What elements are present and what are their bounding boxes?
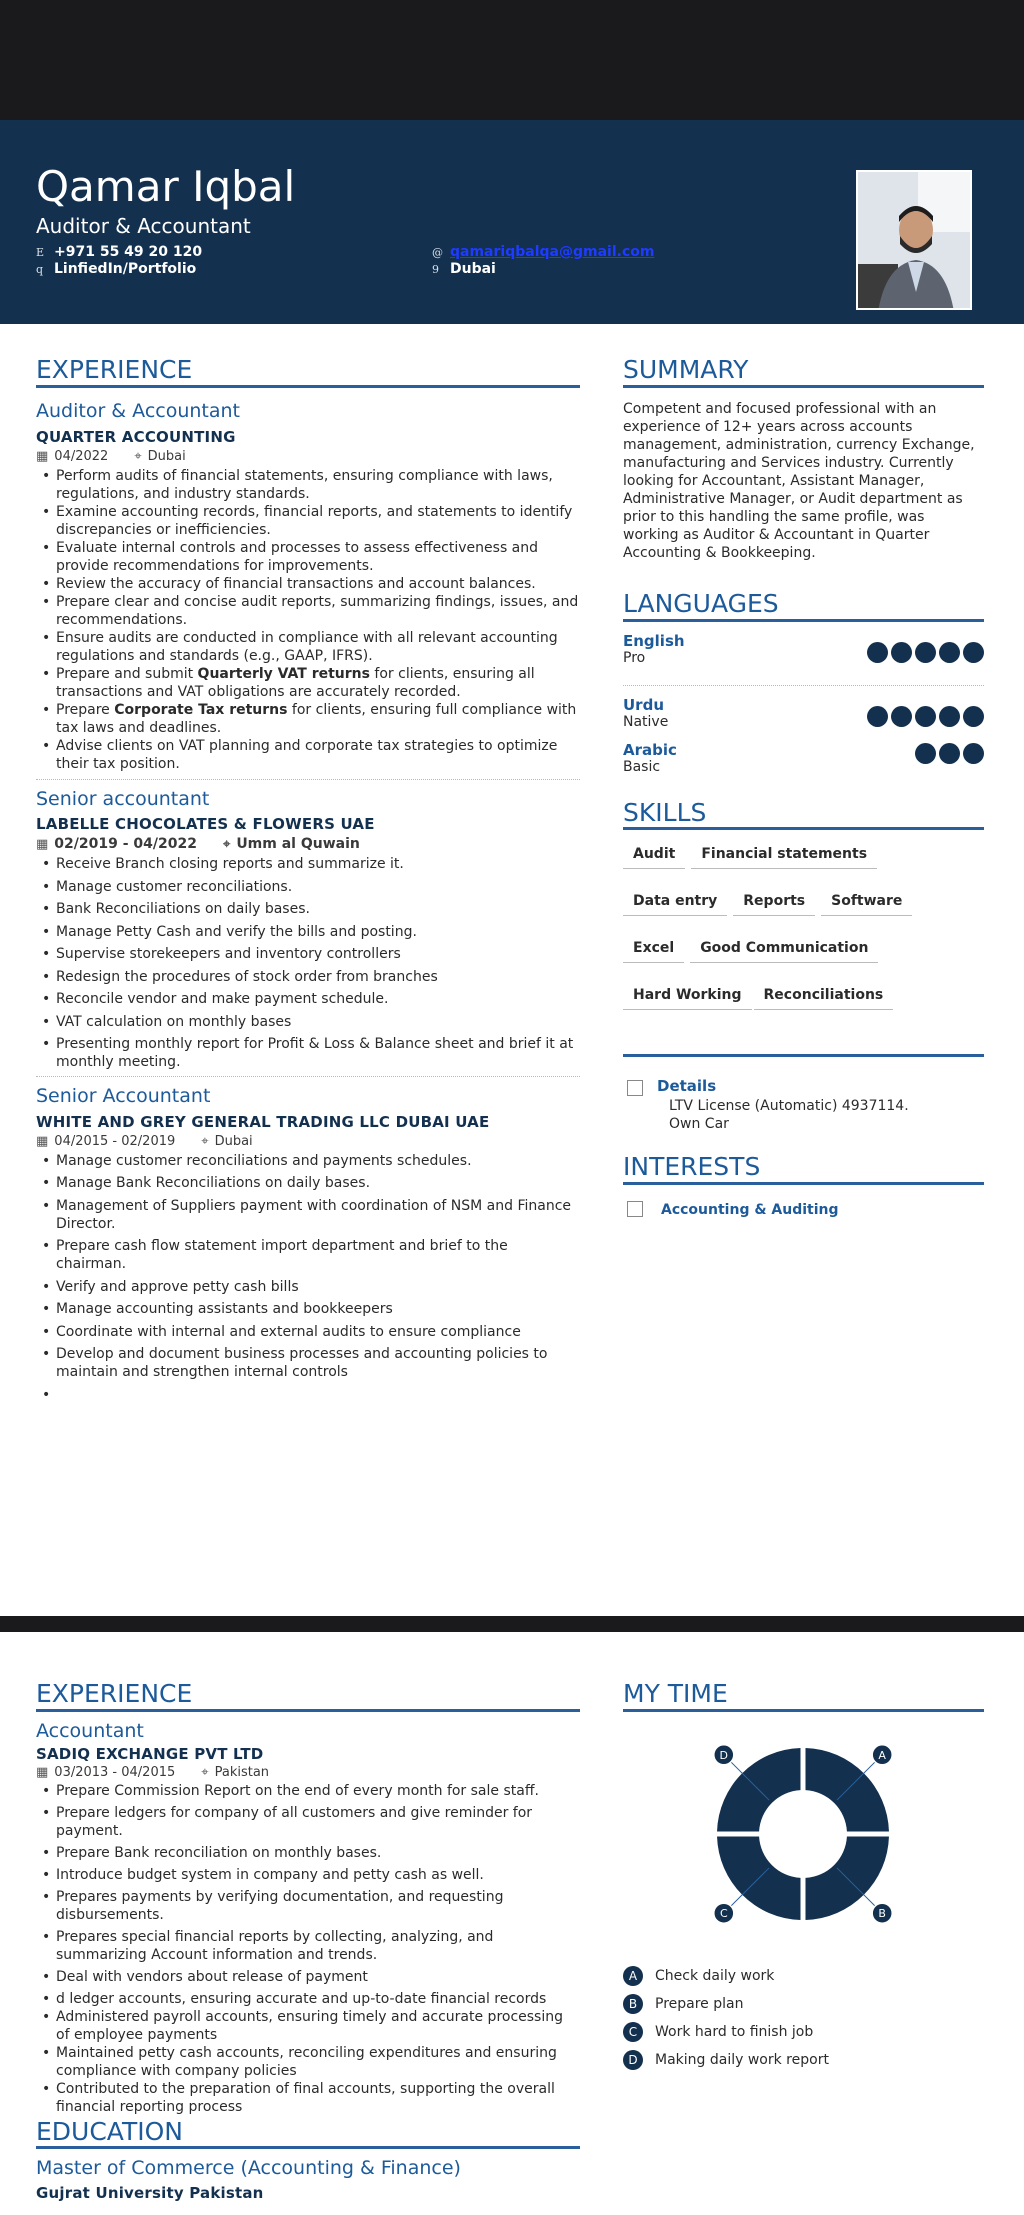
list-item: • VAT calculation on monthly bases: [36, 1013, 580, 1031]
vat-bullet-pre: Prepare and submit: [56, 665, 198, 682]
language-item: [623, 632, 984, 686]
rating-dot: [891, 706, 912, 727]
legend-item: [623, 1990, 984, 2018]
job-entry: [36, 1085, 580, 1404]
job-title: Auditor & Accountant: [36, 399, 241, 422]
rating-dot: [939, 642, 960, 663]
list-item: • Prepare ledgers for company of all customers and give reminder for payment.: [36, 1804, 580, 1840]
location-text: Dubai: [450, 261, 496, 277]
location-contact: [432, 261, 496, 277]
skill-tag: Software: [821, 889, 912, 916]
tax-bullet-bold: Corporate Tax returns: [114, 701, 288, 718]
language-rating: [867, 706, 984, 727]
school-name: Gujrat University Pakistan: [36, 2184, 264, 2203]
rating-dot: [963, 642, 984, 663]
legend-badge: A: [623, 1966, 643, 1986]
legend-label: Work hard to finish job: [655, 2023, 814, 2040]
tax-bullet-post: for clients, ensuring full compliance with tax laws and deadlines.: [56, 701, 577, 736]
links-text[interactable]: LinfiedIn/Portfolio: [54, 261, 197, 277]
job-divider: [36, 1076, 580, 1077]
list-item: • Contributed to the preparation of final accounts, supporting the overall financial reporting process: [36, 2080, 580, 2116]
job-duties: [36, 1152, 580, 1404]
page2-experience-column: [36, 1680, 580, 2202]
language-level: Basic: [623, 758, 661, 775]
legend-label: Prepare plan: [655, 1995, 744, 2012]
phone-number: +971 55 49 20 120: [54, 244, 203, 260]
experience-title: EXPERIENCE: [36, 356, 580, 388]
mytime-legend: [623, 1962, 984, 2074]
chart-badge-label: C: [719, 1906, 728, 1920]
rating-dot: [963, 743, 984, 764]
skill-tag: Data entry: [623, 889, 727, 916]
legend-item: [623, 1962, 984, 1990]
rating-dot: [867, 706, 888, 727]
company-name: QUARTER ACCOUNTING: [36, 427, 236, 446]
legend-badge: D: [623, 2050, 643, 2070]
candidate-name: Qamar Iqbal: [36, 162, 296, 211]
language-level: Native: [623, 713, 669, 730]
checkbox-icon: [627, 1080, 643, 1096]
chart-badge-label: B: [878, 1906, 886, 1920]
email-contact: [432, 244, 654, 260]
list-item: • Bank Reconciliations on daily bases.: [36, 900, 580, 918]
skill-tag: Excel: [623, 936, 684, 963]
job-duties: [36, 855, 580, 1071]
profile-photo-graphic: [858, 172, 972, 310]
job-entry: [36, 1720, 580, 2116]
job-date: 02/2019 - 04/2022: [54, 836, 197, 853]
map-pin-icon: ⌖: [201, 1133, 209, 1149]
list-item: • Perform audits of financial statements, ensuring compliance with laws, regulations, and industry standards.: [36, 467, 580, 503]
calendar-icon: ▦: [36, 448, 49, 464]
mytime-title: MY TIME: [623, 1680, 984, 1712]
list-item: • Receive Branch closing reports and summarize it.: [36, 855, 580, 873]
list-item: • Redesign the procedures of stock order from branches: [36, 968, 580, 986]
list-item: • Examine accounting records, financial reports, and statements to identify discrepancies or inefficiencies.: [36, 503, 580, 539]
skill-tag: Reports: [733, 889, 815, 916]
details-line: Own Car: [669, 1116, 729, 1133]
skill-tag: Financial statements: [691, 842, 877, 869]
resume-header: [0, 120, 1024, 324]
job-title: Senior Accountant: [36, 1084, 211, 1107]
vat-bullet-post: for clients, ensuring all transactions and VAT obligations are accurately recorded.: [56, 665, 535, 700]
summary-title: SUMMARY: [623, 356, 984, 388]
rating-dot: [915, 743, 936, 764]
map-pin-icon: ⌖: [134, 448, 142, 464]
interest-label: Accounting & Auditing: [661, 1202, 839, 1218]
company-name: SADIQ EXCHANGE PVT LTD: [36, 1744, 264, 1763]
rating-dot: [939, 743, 960, 764]
job-meta: [36, 1765, 580, 1780]
page2-sidebar-column: [623, 1680, 984, 2074]
list-item: [36, 665, 580, 701]
list-item: • Prepares special financial reports by collecting, analyzing, and summarizing Account information and trends.: [36, 1928, 580, 1964]
rating-dot: [891, 642, 912, 663]
skill-tag: Hard Working: [623, 983, 752, 1010]
skill-tag: Reconciliations: [754, 983, 894, 1010]
map-pin-icon: ⌖: [222, 836, 231, 852]
checkbox-icon: [627, 1201, 643, 1217]
company-name: WHITE AND GREY GENERAL TRADING LLC DUBAI UAE: [36, 1112, 490, 1131]
top-band: [0, 0, 1024, 120]
list-item: • Manage accounting assistants and bookkeepers: [36, 1300, 580, 1318]
list-item: • Supervise storekeepers and inventory controllers: [36, 945, 580, 963]
list-item: • Manage Bank Reconciliations on daily bases.: [36, 1174, 580, 1192]
email-link[interactable]: qamariqbalqa@gmail.com: [450, 244, 655, 260]
details-divider: [623, 1054, 984, 1057]
details-title: Details: [657, 1077, 717, 1096]
profile-photo: [856, 170, 972, 310]
list-item: • Introduce budget system in company and petty cash as well.: [36, 1866, 580, 1884]
experience-column: [36, 356, 580, 1408]
page-separator: [0, 1616, 1024, 1632]
languages-title: LANGUAGES: [623, 590, 984, 622]
list-item: • d ledger accounts, ensuring accurate and up-to-date financial records: [36, 1990, 580, 2008]
job-title: Accountant: [36, 1719, 144, 1742]
calendar-icon: ▦: [36, 1133, 49, 1149]
legend-item: [623, 2018, 984, 2046]
map-pin-icon: ⌖: [201, 1764, 209, 1780]
job-date: 04/2022: [54, 448, 109, 464]
interest-item: [623, 1199, 984, 1218]
list-item: • Administered payroll accounts, ensuring timely and accurate processing of employee payments: [36, 2008, 580, 2044]
rating-dot: [963, 706, 984, 727]
job-location: Umm al Quwain: [236, 836, 360, 853]
vat-bullet-bold: Quarterly VAT returns: [197, 665, 370, 682]
rating-dot: [915, 642, 936, 663]
skill-tag: Audit: [623, 842, 685, 869]
rating-dot: [867, 642, 888, 663]
list-item: [36, 1386, 580, 1404]
language-name: English: [623, 631, 685, 650]
language-rating: [867, 642, 984, 663]
list-item: • Manage customer reconciliations and payments schedules.: [36, 1152, 580, 1170]
interests-title: INTERESTS: [623, 1153, 984, 1185]
job-duties: [36, 1782, 580, 2116]
list-item: • Prepare clear and concise audit reports, summarizing findings, issues, and recommendations.: [36, 593, 580, 629]
list-item: [36, 701, 580, 737]
list-item: • Develop and document business processes and accounting policies to maintain and strengthen internal controls: [36, 1345, 580, 1381]
job-location: Dubai: [147, 448, 186, 464]
phone-icon: E: [36, 245, 45, 259]
list-item: • Reconcile vendor and make payment schedule.: [36, 990, 580, 1008]
legend-label: Making daily work report: [655, 2051, 829, 2068]
company-name: LABELLE CHOCOLATES & FLOWERS UAE: [36, 815, 375, 834]
job-meta: [36, 449, 580, 464]
mytime-chart: [623, 1724, 984, 1944]
education-title: EDUCATION: [36, 2118, 580, 2150]
list-item: • Prepare Bank reconciliation on monthly bases.: [36, 1844, 580, 1862]
list-item: • Prepares payments by verifying documentation, and requesting disbursements.: [36, 1888, 580, 1924]
job-location: Pakistan: [214, 1764, 270, 1780]
summary-text: Competent and focused professional with an experience of 12+ years across accounts management, administration, currency Exchange, manufacturing and Services industry. Currently looking for Accountant, Assistant Manager, Administrative Manager, or Audit department as prior to this handling the same profile, was working as Auditor & Accountant in Quarter Accounting & Bookkeeping.: [623, 400, 975, 561]
email-icon: @: [432, 245, 443, 259]
list-item: • Manage Petty Cash and verify the bills and posting.: [36, 923, 580, 941]
list-item: • Verify and approve petty cash bills: [36, 1278, 580, 1296]
rating-dot: [939, 706, 960, 727]
language-rating: [915, 743, 984, 764]
job-entry: [36, 400, 580, 773]
job-date: 04/2015 - 02/2019: [54, 1133, 176, 1149]
skill-tag: Good Communication: [690, 936, 878, 963]
job-location: Dubai: [214, 1133, 253, 1149]
list-item: • Advise clients on VAT planning and corporate tax strategies to optimize their tax position.: [36, 737, 580, 773]
job-divider: [36, 779, 580, 780]
list-item: • Review the accuracy of financial transactions and account balances.: [36, 575, 580, 593]
job-date: 03/2013 - 04/2015: [54, 1764, 176, 1780]
tax-bullet-pre: Prepare: [56, 701, 115, 718]
legend-badge: B: [623, 1994, 643, 2014]
job-entry: [36, 788, 580, 1072]
chart-badge-label: D: [719, 1748, 729, 1762]
language-item: [623, 741, 984, 785]
language-item: [623, 696, 984, 741]
rating-dot: [915, 706, 936, 727]
list-item: • Prepare Commission Report on the end of every month for sale staff.: [36, 1782, 580, 1800]
link-icon: q: [36, 262, 44, 276]
calendar-icon: ▦: [36, 836, 49, 852]
phone-contact: [36, 244, 202, 260]
list-item: • Presenting monthly report for Profit & Loss & Balance sheet and brief it at monthly meeting.: [36, 1035, 580, 1071]
list-item: • Ensure audits are conducted in compliance with all relevant accounting regulations and standards (e.g., GAAP, IFRS).: [36, 629, 580, 665]
skills-title: SKILLS: [623, 799, 984, 831]
job-duties: [36, 467, 580, 773]
language-name: Arabic: [623, 740, 677, 759]
location-icon: 9: [432, 262, 439, 276]
calendar-icon: ▦: [36, 1764, 49, 1780]
language-level: Pro: [623, 649, 646, 666]
legend-badge: C: [623, 2022, 643, 2042]
experience-title: EXPERIENCE: [36, 1680, 580, 1712]
language-name: Urdu: [623, 695, 664, 714]
skills-list: [623, 842, 984, 1030]
links-contact: [36, 261, 196, 277]
languages-list: [623, 632, 984, 785]
list-item: • Maintained petty cash accounts, reconciling expenditures and ensuring compliance with company policies: [36, 2044, 580, 2080]
list-item: • Evaluate internal controls and processes to assess effectiveness and provide recommendations for improvements.: [36, 539, 580, 575]
details-block: [623, 1077, 984, 1133]
list-item: • Prepare cash flow statement import department and brief to the chairman.: [36, 1237, 580, 1273]
list-item: • Management of Suppliers payment with coordination of NSM and Finance Director.: [36, 1197, 580, 1233]
legend-label: Check daily work: [655, 1967, 775, 1984]
job-meta: [36, 1134, 580, 1149]
list-item: • Manage customer reconciliations.: [36, 878, 580, 896]
details-line: LTV License (Automatic) 4937114.: [669, 1098, 909, 1115]
job-meta: [36, 836, 580, 852]
job-title: Senior accountant: [36, 787, 210, 810]
candidate-role: Auditor & Accountant: [36, 214, 251, 238]
list-item: • Coordinate with internal and external audits to ensure compliance: [36, 1323, 580, 1341]
legend-item: [623, 2046, 984, 2074]
degree-title: Master of Commerce (Accounting & Finance): [36, 2157, 461, 2180]
chart-badge-label: A: [878, 1748, 886, 1762]
list-item: • Deal with vendors about release of payment: [36, 1968, 580, 1986]
sidebar-column: [623, 356, 984, 1218]
